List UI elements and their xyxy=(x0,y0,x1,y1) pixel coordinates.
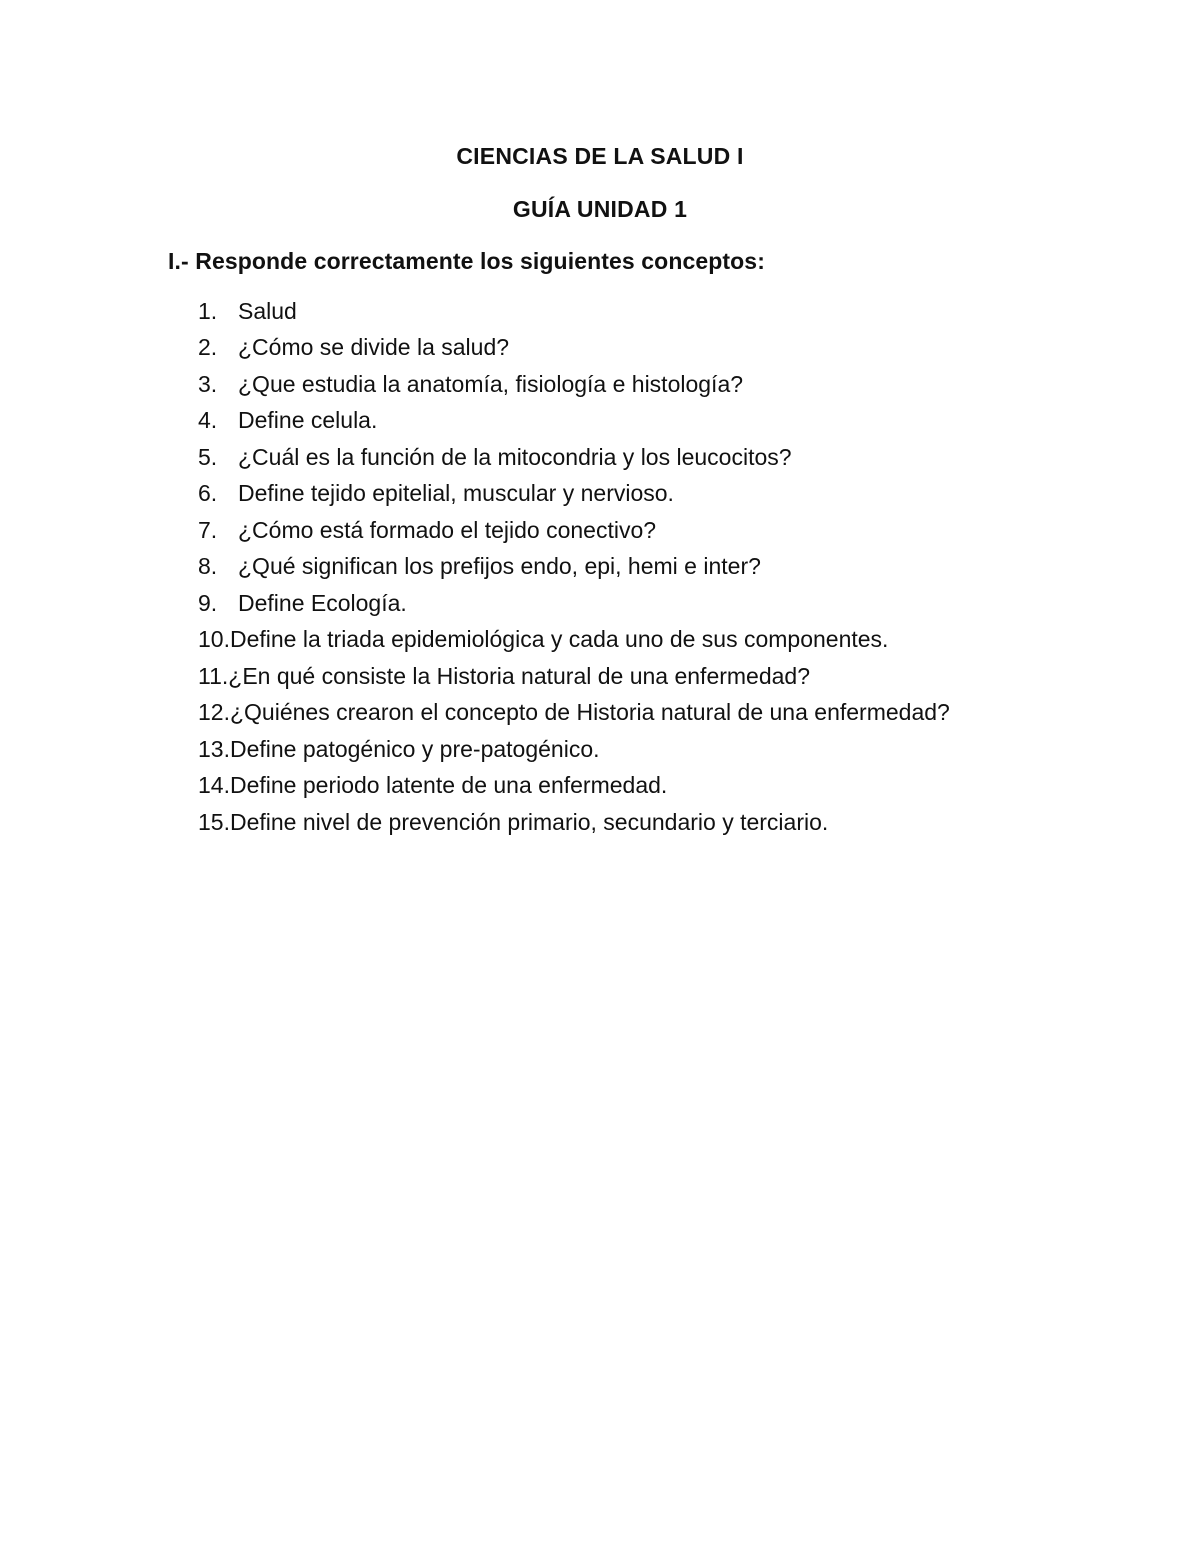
question-number: 7. xyxy=(198,516,218,543)
list-item xyxy=(198,695,950,732)
list-item xyxy=(198,439,950,476)
document-subtitle: GUÍA UNIDAD 1 xyxy=(512,196,688,222)
question-number: 10. xyxy=(198,626,230,653)
question-text: ¿Cómo se divide la salud? xyxy=(238,334,510,361)
instruction-heading: I.- Responde correctamente los siguientes conceptos: xyxy=(168,248,765,274)
list-item xyxy=(198,804,950,841)
question-text: ¿Qué significan los prefijos endo, epi, hemi e inter? xyxy=(238,553,761,580)
question-number: 2. xyxy=(198,334,218,361)
question-list xyxy=(198,293,950,841)
question-text: Define Ecología. xyxy=(238,589,407,616)
question-text: Define celula. xyxy=(238,407,378,434)
question-number: 13. xyxy=(198,735,230,762)
question-text: ¿Que estudia la anatomía, fisiología e histología? xyxy=(238,370,744,397)
list-item xyxy=(198,403,950,440)
list-item xyxy=(198,585,950,622)
question-number: 15. xyxy=(198,808,230,835)
question-number: 5. xyxy=(198,443,218,470)
question-number: 9. xyxy=(198,589,218,616)
list-item xyxy=(198,768,950,805)
question-number: 11. xyxy=(198,662,229,689)
question-text: Define patogénico y pre-patogénico. xyxy=(229,735,600,762)
list-item xyxy=(198,476,950,513)
list-item xyxy=(198,731,950,768)
question-number: 12. xyxy=(198,699,230,726)
list-item xyxy=(198,366,950,403)
list-item xyxy=(198,330,950,367)
question-number: 4. xyxy=(198,407,218,434)
question-text: ¿Quiénes crearon el concepto de Historia natural de una enfermedad? xyxy=(229,699,950,726)
question-text: Define la triada epidemiológica y cada uno de sus componentes. xyxy=(229,626,889,653)
question-number: 14. xyxy=(198,772,230,799)
question-number: 3. xyxy=(198,370,218,397)
question-number: 1. xyxy=(198,297,218,324)
question-text: Salud xyxy=(238,297,297,324)
question-text: Define nivel de prevención primario, secundario y terciario. xyxy=(229,808,829,835)
list-item xyxy=(198,658,950,695)
question-text: Define periodo latente de una enfermedad. xyxy=(229,772,668,799)
question-text: ¿Cuál es la función de la mitocondria y los leucocitos? xyxy=(238,443,792,470)
question-number: 6. xyxy=(198,480,218,507)
question-number: 8. xyxy=(198,553,218,580)
list-item xyxy=(198,549,950,586)
question-text: Define tejido epitelial, muscular y nervioso. xyxy=(238,480,674,507)
question-text: ¿Cómo está formado el tejido conectivo? xyxy=(238,516,657,543)
document-title: CIENCIAS DE LA SALUD I xyxy=(456,143,744,169)
list-item xyxy=(198,293,950,330)
list-item xyxy=(198,512,950,549)
list-item xyxy=(198,622,950,659)
question-text: ¿En qué consiste la Historia natural de una enfermedad? xyxy=(228,662,811,689)
